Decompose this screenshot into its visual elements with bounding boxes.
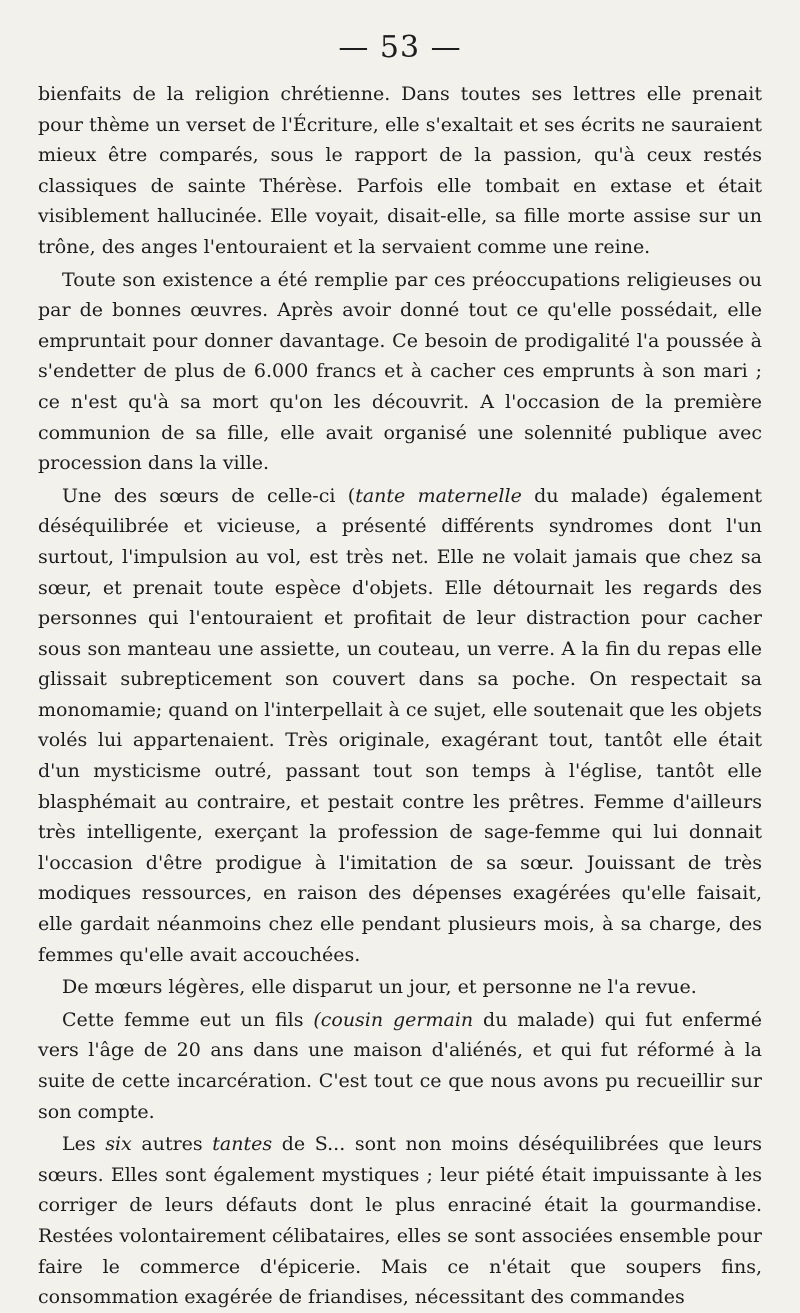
text-segment: Les	[62, 1133, 106, 1156]
text-segment: du malade) qui fut enfermé vers l'âge de 20 ans dans une maison d'aliénés, et qui fut réformé à la suite de cette incarcération. C'est tout ce que nous avons pu recueillir sur son compte.	[38, 1008, 762, 1123]
body-text	[38, 79, 762, 1313]
italic-text: (cousin germain	[313, 1008, 474, 1031]
paragraph	[38, 1005, 762, 1127]
text-segment: Une des sœurs de celle-ci (	[62, 484, 356, 507]
paragraph	[38, 79, 762, 263]
text-segment: Toute son existence a été remplie par ces préoccupations religieuses ou par de bonnes œuvres. Après avoir donné tout ce qu'elle possédait, elle empruntait pour donner davantage. Ce besoin de prodigalité l'a poussée à s'endetter de plus de 6.000 francs et à cacher ces emprunts à son mari ; ce n'est qu'à sa mort qu'on les découvrit. A l'occasion de la première communion de sa fille, elle avait organisé une solennité publique avec procession dans la ville.	[38, 268, 762, 475]
page-number: — 53 —	[338, 30, 462, 65]
paragraph	[38, 481, 762, 971]
text-segment: bienfaits de la religion chrétienne. Dans toutes ses lettres elle prenait pour thème un verset de l'Écriture, elle s'exaltait et ses écrits ne sauraient mieux être comparés, sous le rapport de la passion, qu'à ceux restés classiques de sainte Thérèse. Parfois elle tombait en extase et était visiblement hallucinée. Elle voyait, disait-elle, sa fille morte assise sur un trône, des anges l'entouraient et la servaient comme une reine.	[38, 83, 762, 258]
text-segment: autres	[131, 1133, 213, 1156]
text-segment: De mœurs légères, elle disparut un jour, et personne ne l'a revue.	[62, 976, 697, 999]
paragraph	[38, 265, 762, 479]
paragraph	[38, 1129, 762, 1313]
text-segment: Cette femme eut un fils	[62, 1008, 314, 1031]
text-segment: de S... sont non moins déséquilibrées que leurs sœurs. Elles sont également mystiques ; leur piété était impuissante à les corriger de leurs défauts dont le plus enraciné était la gourmandise. Restées volontairement célibataires, elles se sont associées ensemble pour faire le commerce d'épicerie. Mais ce n'était que soupers fins, consommation exagérée de friandises, nécessitant des commandes	[38, 1133, 762, 1309]
paragraph	[38, 972, 762, 1003]
text-segment: du malade) également déséquilibrée et vicieuse, a présenté différents syndromes dont l'un surtout, l'impulsion au vol, est très net. Elle ne volait jamais que chez sa sœur, et prenait toute espèce d'objets. Elle détournait les regards des personnes qui l'entouraient et profitait de leur distraction pour cacher sous son manteau une assiette, un couteau, un verre. A la fin du repas elle glissait subrepticement son couvert dans sa poche. On respectait sa monomamie; quand on l'interpellait à ce sujet, elle soutenait que les objets volés lui appartenaient. Très originale, exagérant tout, tantôt elle était d'un mysticisme outré, passant tout son temps à l'église, tantôt elle blasphémait au contraire, et pestait contre les prêtres. Femme d'ailleurs très intelligente, exerçant la profession de sage-femme qui lui donnait l'occasion d'être prodigue à l'imitation de sa sœur. Jouissant de très modiques ressources, en raison des dépenses exagérées qu'elle faisait, elle gardait néanmoins chez elle pendant plusieurs mois, à sa charge, des femmes qu'elle avait accouchées.	[38, 484, 762, 966]
italic-text: six	[105, 1133, 132, 1156]
italic-text: tante maternelle	[355, 484, 522, 507]
italic-text: tantes	[212, 1133, 273, 1156]
